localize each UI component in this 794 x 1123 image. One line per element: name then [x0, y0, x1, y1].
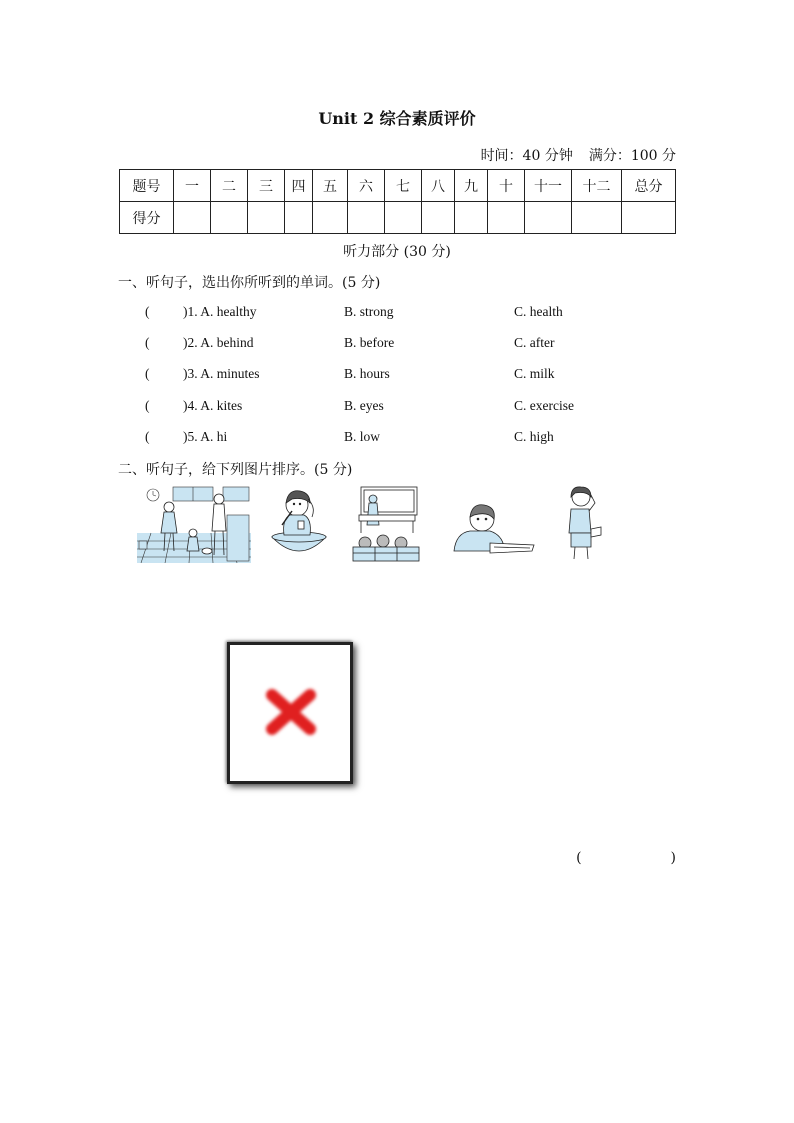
score-input-cell[interactable]	[488, 202, 525, 234]
score-input-cell[interactable]	[422, 202, 455, 234]
score-input-cell[interactable]	[348, 202, 385, 234]
answer-paren[interactable]: (	[145, 304, 150, 319]
section1-heading: 一、听句子，选出你所听到的单词。(5 分)	[118, 275, 381, 291]
exam-time: 时间：40 分钟	[480, 148, 573, 164]
score-input-cell[interactable]	[622, 202, 676, 234]
score-cell-total: 总分	[622, 170, 676, 202]
score-table-header-row	[120, 170, 676, 202]
option-a: )2. A. behind	[183, 335, 254, 350]
score-cell-header: 二	[211, 170, 248, 202]
option-a: )4. A. kites	[183, 398, 243, 413]
score-cell-header: 七	[385, 170, 422, 202]
score-cell-header: 八	[422, 170, 455, 202]
exam-full-score: 满分：100 分	[588, 148, 676, 164]
boy-writing-picture	[450, 485, 536, 563]
score-cell-header: 四	[285, 170, 313, 202]
option-c: C. high	[514, 429, 554, 444]
option-a: )1. A. healthy	[183, 304, 257, 319]
answer-paren[interactable]: (	[145, 398, 150, 413]
score-cell-header: 十	[488, 170, 525, 202]
score-cell-header: 一	[174, 170, 211, 202]
score-cell-header: 十二	[572, 170, 622, 202]
score-input-cell[interactable]	[211, 202, 248, 234]
score-input-cell[interactable]	[313, 202, 348, 234]
option-b: B. before	[344, 335, 395, 350]
option-a: )5. A. hi	[183, 429, 228, 444]
score-input-cell[interactable]	[248, 202, 285, 234]
answer-blank[interactable]: ( )	[576, 850, 676, 866]
option-b: B. strong	[344, 304, 394, 319]
score-input-cell[interactable]	[525, 202, 572, 234]
girl-on-phone-picture	[561, 485, 607, 563]
score-cell-label: 得分	[120, 202, 174, 234]
page-title: Unit 2 综合素质评价	[318, 109, 476, 128]
option-b: B. eyes	[344, 398, 384, 413]
score-cell-header: 十一	[525, 170, 572, 202]
score-cell-header: 三	[248, 170, 285, 202]
option-c: C. after	[514, 335, 555, 350]
girl-brushing-teeth-picture	[268, 485, 330, 563]
score-table-score-row	[120, 202, 676, 234]
broken-image-placeholder	[227, 642, 353, 784]
exam-meta	[481, 145, 676, 165]
broken-image-icon	[230, 645, 350, 781]
section2-heading: 二、听句子，给下列图片排序。(5 分)	[118, 462, 353, 478]
answer-paren[interactable]: (	[145, 335, 150, 350]
score-input-cell[interactable]	[455, 202, 488, 234]
score-input-cell[interactable]	[174, 202, 211, 234]
score-table	[119, 169, 676, 234]
family-kitchen-picture	[137, 485, 251, 563]
option-c: C. milk	[514, 366, 555, 381]
score-cell-header: 五	[313, 170, 348, 202]
option-c: C. exercise	[514, 398, 574, 413]
option-b: B. low	[344, 429, 381, 444]
option-a: )3. A. minutes	[183, 366, 260, 381]
score-cell-label: 题号	[120, 170, 174, 202]
answer-paren[interactable]: (	[145, 429, 150, 444]
score-cell-header: 六	[348, 170, 385, 202]
option-b: B. hours	[344, 366, 390, 381]
score-input-cell[interactable]	[285, 202, 313, 234]
classroom-picture	[351, 485, 421, 563]
score-input-cell[interactable]	[385, 202, 422, 234]
score-cell-header: 九	[455, 170, 488, 202]
listening-part-title: 听力部分 (30 分)	[343, 244, 451, 260]
score-input-cell[interactable]	[572, 202, 622, 234]
option-c: C. health	[514, 304, 563, 319]
answer-paren[interactable]: (	[145, 366, 150, 381]
